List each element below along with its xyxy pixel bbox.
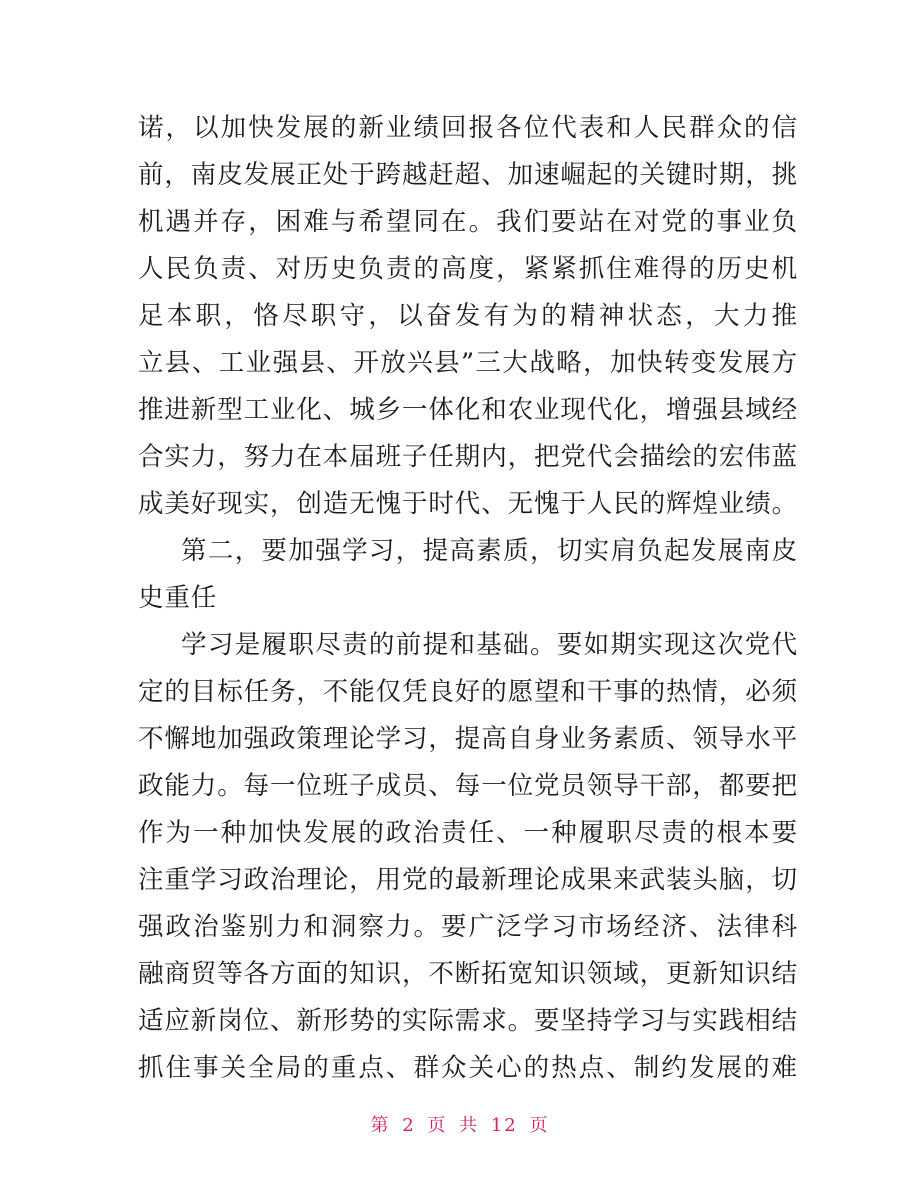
text-line: 融商贸等各方面的知识，不断拓宽知识领域，更新知识结 [138,959,798,989]
page-number-footer: 第 2 页 共 12 页 [370,1115,550,1136]
text-line: 诺，以加快发展的新业绩回报各位代表和人民群众的信 [138,113,798,143]
section-heading-line: 第二，要加强学习，提高素质，切实肩负起发展南皮 [181,536,798,566]
text-line: 抓住事关全局的重点、群众关心的热点、制约发展的难 [138,1053,798,1083]
text-line: 作为一种加快发展的政治责任、一种履职尽责的根本要 [138,818,798,848]
text-line: 合实力，努力在本届班子任期内，把党代会描绘的宏伟蓝 [138,442,798,472]
text-line: 足本职，恪尽职守，以奋发有为的精神状态，大力推 [138,301,798,331]
text-line: 定的目标任务，不能仅凭良好的愿望和干事的热情，必须 [138,677,798,707]
text-line: 适应新岗位、新形势的实际需求。要坚持学习与实践相结 [138,1006,798,1036]
text-line: 不懈地加强政策理论学习，提高自身业务素质、领导水平 [138,724,798,754]
text-line: 强政治鉴别力和洞察力。要广泛学习市场经济、法律科 [138,912,798,942]
text-line: 机遇并存，困难与希望同在。我们要站在对党的事业负 [138,207,798,237]
text-line: 成美好现实，创造无愧于时代、无愧于人民的辉煌业绩。 [138,489,799,519]
text-line: 前，南皮发展正处于跨越赶超、加速崛起的关键时期，挑 [138,160,798,190]
text-line: 人民负责、对历史负责的高度，紧紧抓住难得的历史机 [138,254,798,284]
text-line: 注重学习政治理论，用党的最新理论成果来武装头脑，切 [138,865,798,895]
text-line: 立县、工业强县、开放兴县”三大战略，加快转变发展方 [138,348,798,378]
document-body [138,105,798,1092]
text-line: 学习是履职尽责的前提和基础。要如期实现这次党代 [181,630,798,660]
section-heading-line: 史重任 [138,583,218,613]
text-line: 政能力。每一位班子成员、每一位党员领导干部，都要把 [138,771,798,801]
text-line: 推进新型工业化、城乡一体化和农业现代化，增强县域经 [138,395,798,425]
